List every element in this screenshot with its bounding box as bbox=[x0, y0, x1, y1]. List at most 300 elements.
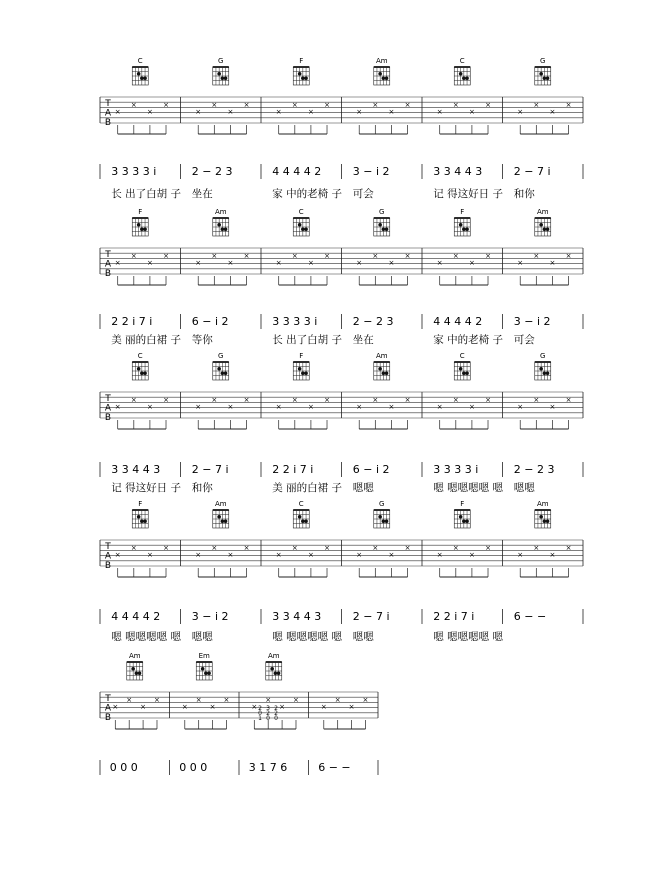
finger-dot bbox=[298, 223, 302, 227]
tab-x-mark: × bbox=[372, 252, 379, 260]
tab-clef-letter: A bbox=[104, 703, 112, 714]
tab-x-mark: × bbox=[130, 101, 137, 109]
finger-dot bbox=[539, 515, 543, 519]
finger-dot bbox=[462, 371, 466, 375]
lyric-text: 嗯 嗯嗯嗯嗯 嗯 bbox=[111, 631, 181, 643]
finger-dot bbox=[539, 72, 543, 76]
measure bbox=[353, 57, 411, 200]
measure bbox=[272, 208, 342, 346]
tab-x-mark: × bbox=[388, 403, 395, 411]
tab-x-mark: × bbox=[565, 252, 572, 260]
tab-x-mark: × bbox=[130, 544, 137, 552]
tab-x-mark: × bbox=[372, 544, 379, 552]
tab-x-mark: × bbox=[533, 396, 540, 404]
finger-dot bbox=[304, 76, 308, 80]
finger-dot bbox=[539, 223, 543, 227]
tab-fret-number: 1 bbox=[258, 715, 262, 722]
jianpu-notes: 3 3 3 3 i bbox=[111, 165, 157, 178]
tab-x-mark: × bbox=[146, 403, 153, 411]
tab-x-mark: × bbox=[565, 101, 572, 109]
tab-x-mark: × bbox=[195, 108, 202, 116]
tab-x-mark: × bbox=[356, 259, 363, 267]
tab-x-mark: × bbox=[126, 696, 133, 704]
lyric-text: 家 中的老椅 子 bbox=[272, 188, 342, 200]
tab-clef-letter: B bbox=[104, 269, 112, 279]
tab-x-mark: × bbox=[436, 108, 443, 116]
finger-dot bbox=[378, 367, 382, 371]
tab-clef-letter: T bbox=[105, 694, 111, 704]
tab-clef-letter: T bbox=[105, 542, 111, 552]
measure bbox=[353, 352, 411, 494]
jianpu-notes: 4 4 4 4 2 bbox=[433, 315, 483, 328]
tab-fret-number: 3 bbox=[266, 705, 270, 712]
measure bbox=[111, 500, 181, 643]
tab-fret-number: 2 bbox=[266, 710, 270, 717]
lyric-text: 嗯嗯 bbox=[191, 631, 213, 643]
finger-dot bbox=[385, 371, 389, 375]
jianpu-notes: 3 − i 2 bbox=[191, 610, 229, 623]
tab-x-mark: × bbox=[320, 703, 327, 711]
tab-x-mark: × bbox=[404, 252, 411, 260]
lyric-text: 记 得这好日 子 bbox=[433, 188, 503, 200]
chord-name: G bbox=[218, 352, 224, 360]
finger-dot bbox=[298, 72, 302, 76]
tab-x-mark: × bbox=[114, 551, 121, 559]
tab-x-mark: × bbox=[243, 252, 250, 260]
lyric-text: 长 出了白胡 子 bbox=[272, 334, 342, 346]
tab-fret-number: 0 bbox=[266, 715, 270, 722]
chord-name: G bbox=[540, 57, 546, 65]
tab-x-mark: × bbox=[223, 696, 230, 704]
tab-x-mark: × bbox=[275, 259, 282, 267]
finger-dot bbox=[465, 227, 469, 231]
finger-dot bbox=[459, 72, 463, 76]
finger-dot bbox=[207, 671, 211, 675]
tab-x-mark: × bbox=[291, 101, 298, 109]
measure bbox=[272, 500, 342, 643]
finger-dot bbox=[382, 519, 386, 523]
finger-dot bbox=[382, 371, 386, 375]
tab-x-mark: × bbox=[436, 551, 443, 559]
finger-dot bbox=[546, 76, 550, 80]
tab-x-mark: × bbox=[485, 252, 491, 260]
finger-dot bbox=[382, 227, 386, 231]
lyric-text: 嗯嗯 bbox=[513, 482, 535, 494]
finger-dot bbox=[143, 76, 147, 80]
jianpu-notes: 3 3 3 3 i bbox=[272, 315, 318, 328]
chord-name: Am bbox=[536, 500, 549, 508]
measure bbox=[433, 352, 503, 494]
finger-dot bbox=[465, 76, 469, 80]
tab-x-mark: × bbox=[533, 544, 540, 552]
finger-dot bbox=[462, 519, 466, 523]
tab-x-mark: × bbox=[243, 544, 250, 552]
lyric-text: 嗯 嗯嗯嗯嗯 嗯 bbox=[433, 482, 503, 494]
tab-x-mark: × bbox=[388, 551, 395, 559]
jianpu-notes: 6 − i 2 bbox=[352, 463, 390, 476]
finger-dot bbox=[462, 227, 466, 231]
tab-fret-number: 0 bbox=[274, 715, 278, 722]
finger-dot bbox=[224, 519, 228, 523]
tab-fret-number: 2 bbox=[274, 705, 278, 712]
measure bbox=[111, 57, 181, 200]
tab-x-mark: × bbox=[114, 403, 121, 411]
tab-x-mark: × bbox=[275, 108, 282, 116]
tab-x-mark: × bbox=[307, 259, 314, 267]
tab-x-mark: × bbox=[372, 101, 379, 109]
tab-x-mark: × bbox=[112, 703, 119, 711]
tab-x-mark: × bbox=[211, 396, 218, 404]
tab-x-mark: × bbox=[114, 108, 121, 116]
chord-name: Am bbox=[536, 208, 549, 216]
tab-x-mark: × bbox=[549, 551, 556, 559]
chord-name: Am bbox=[375, 352, 388, 360]
tab-x-mark: × bbox=[307, 551, 314, 559]
finger-dot bbox=[201, 667, 205, 671]
chord-name: Am bbox=[128, 652, 141, 660]
tab-x-mark: × bbox=[452, 396, 459, 404]
finger-dot bbox=[546, 519, 550, 523]
system-1 bbox=[100, 57, 583, 200]
tab-x-mark: × bbox=[404, 396, 411, 404]
finger-dot bbox=[140, 227, 144, 231]
chord-name: Am bbox=[267, 652, 280, 660]
tab-x-mark: × bbox=[324, 101, 330, 109]
tab-x-mark: × bbox=[404, 101, 411, 109]
jianpu-notes: 3 1 7 6 bbox=[248, 761, 288, 774]
tab-x-mark: × bbox=[154, 696, 160, 704]
tab-x-mark: × bbox=[163, 101, 169, 109]
system-2 bbox=[100, 208, 583, 346]
finger-dot bbox=[459, 515, 463, 519]
tab-fret-number: 2 bbox=[258, 705, 262, 712]
jianpu-notes: 0 0 0 bbox=[109, 761, 138, 774]
finger-dot bbox=[137, 515, 141, 519]
tab-x-mark: × bbox=[275, 551, 282, 559]
finger-dot bbox=[217, 367, 221, 371]
tab-x-mark: × bbox=[356, 551, 363, 559]
finger-dot bbox=[543, 76, 547, 80]
finger-dot bbox=[217, 515, 221, 519]
lyric-text: 家 中的老椅 子 bbox=[433, 334, 503, 346]
tab-x-mark: × bbox=[468, 259, 475, 267]
finger-dot bbox=[143, 227, 147, 231]
tab-clef-letter: A bbox=[104, 108, 112, 119]
jianpu-notes: 2 2 i 7 i bbox=[272, 463, 314, 476]
tab-x-mark: × bbox=[279, 703, 286, 711]
finger-dot bbox=[143, 371, 147, 375]
tab-clef-letter: A bbox=[104, 259, 112, 270]
finger-dot bbox=[143, 519, 147, 523]
measure bbox=[353, 208, 411, 346]
finger-dot bbox=[204, 671, 208, 675]
chord-name: Am bbox=[214, 208, 227, 216]
chord-name: F bbox=[460, 208, 465, 216]
tab-x-mark: × bbox=[227, 108, 234, 116]
tab-x-mark: × bbox=[140, 703, 147, 711]
tab-fret-number: 0 bbox=[258, 710, 262, 717]
tab-x-mark: × bbox=[549, 403, 556, 411]
tab-x-mark: × bbox=[227, 551, 234, 559]
jianpu-notes: 2 − 7 i bbox=[513, 165, 551, 178]
tab-x-mark: × bbox=[265, 696, 272, 704]
tab-x-mark: × bbox=[324, 252, 330, 260]
tab-x-mark: × bbox=[130, 252, 137, 260]
measure bbox=[272, 352, 342, 494]
lyric-text: 长 出了白胡 子 bbox=[111, 188, 181, 200]
tab-x-mark: × bbox=[452, 544, 459, 552]
tab-x-mark: × bbox=[334, 696, 341, 704]
lyric-text: 坐在 bbox=[352, 334, 374, 346]
tab-x-mark: × bbox=[146, 108, 153, 116]
tab-x-mark: × bbox=[146, 259, 153, 267]
finger-dot bbox=[546, 227, 550, 231]
tab-clef-letter: A bbox=[104, 551, 112, 562]
finger-dot bbox=[224, 371, 228, 375]
measure bbox=[192, 208, 250, 346]
tab-x-mark: × bbox=[307, 403, 314, 411]
finger-dot bbox=[378, 223, 382, 227]
lyric-text: 美 丽的白裙 子 bbox=[272, 482, 342, 494]
measure bbox=[433, 208, 503, 346]
tab-x-mark: × bbox=[468, 108, 475, 116]
finger-dot bbox=[217, 223, 221, 227]
tab-clef-letter: B bbox=[104, 118, 112, 128]
finger-dot bbox=[546, 371, 550, 375]
tab-x-mark: × bbox=[517, 551, 524, 559]
finger-dot bbox=[140, 76, 144, 80]
tab-x-mark: × bbox=[275, 403, 282, 411]
measure bbox=[514, 352, 572, 494]
finger-dot bbox=[224, 227, 228, 231]
tab-x-mark: × bbox=[291, 544, 298, 552]
tab-x-mark: × bbox=[195, 403, 202, 411]
finger-dot bbox=[465, 519, 469, 523]
jianpu-notes: 3 3 4 4 3 bbox=[433, 165, 483, 178]
jianpu-notes: 2 − 2 3 bbox=[352, 315, 394, 328]
finger-dot bbox=[304, 519, 308, 523]
jianpu-notes: 6 − − bbox=[513, 610, 547, 623]
finger-dot bbox=[459, 223, 463, 227]
chord-name: F bbox=[460, 500, 465, 508]
jianpu-notes: 6 − − bbox=[318, 761, 351, 774]
tab-x-mark: × bbox=[517, 259, 524, 267]
tab-x-mark: × bbox=[181, 703, 188, 711]
tab-x-mark: × bbox=[356, 403, 363, 411]
finger-dot bbox=[465, 371, 469, 375]
finger-dot bbox=[221, 519, 225, 523]
measure bbox=[192, 57, 250, 200]
finger-dot bbox=[301, 227, 305, 231]
finger-dot bbox=[137, 367, 141, 371]
jianpu-notes: 2 − 7 i bbox=[191, 463, 229, 476]
tab-clef-letter: T bbox=[105, 99, 111, 109]
finger-dot bbox=[137, 72, 141, 76]
tab-x-mark: × bbox=[195, 551, 202, 559]
finger-dot bbox=[270, 667, 274, 671]
chord-name: C bbox=[298, 208, 304, 216]
tab-x-mark: × bbox=[251, 703, 258, 711]
tab-x-mark: × bbox=[452, 101, 459, 109]
finger-dot bbox=[138, 671, 142, 675]
lyric-text: 可会 bbox=[352, 188, 374, 200]
tab-x-mark: × bbox=[243, 101, 250, 109]
tab-x-mark: × bbox=[227, 403, 234, 411]
tab-x-mark: × bbox=[163, 396, 169, 404]
tab-x-mark: × bbox=[565, 544, 572, 552]
tab-x-mark: × bbox=[324, 544, 330, 552]
tab-x-mark: × bbox=[517, 403, 524, 411]
finger-dot bbox=[543, 519, 547, 523]
measure bbox=[514, 500, 572, 623]
chord-name: C bbox=[137, 57, 143, 65]
chord-name: Am bbox=[214, 500, 227, 508]
jianpu-notes: 2 − 2 3 bbox=[513, 463, 555, 476]
finger-dot bbox=[135, 671, 139, 675]
jianpu-notes: 0 0 0 bbox=[179, 761, 208, 774]
chord-name: F bbox=[138, 500, 143, 508]
tab-x-mark: × bbox=[549, 259, 556, 267]
finger-dot bbox=[221, 371, 225, 375]
finger-dot bbox=[277, 671, 281, 675]
tab-x-mark: × bbox=[163, 252, 169, 260]
tab-x-mark: × bbox=[291, 396, 298, 404]
system-3 bbox=[100, 352, 583, 494]
tab-x-mark: × bbox=[404, 544, 411, 552]
finger-dot bbox=[304, 371, 308, 375]
finger-dot bbox=[539, 367, 543, 371]
lyric-text: 坐在 bbox=[191, 188, 213, 200]
chord-name: G bbox=[540, 352, 546, 360]
measure bbox=[192, 500, 250, 643]
finger-dot bbox=[301, 76, 305, 80]
tab-x-mark: × bbox=[307, 108, 314, 116]
finger-dot bbox=[462, 76, 466, 80]
tab-x-mark: × bbox=[485, 396, 491, 404]
lyric-text: 嗯嗯 bbox=[352, 482, 374, 494]
jianpu-notes: 3 − i 2 bbox=[513, 315, 551, 328]
measure bbox=[111, 352, 181, 494]
jianpu-notes: 2 − 2 3 bbox=[191, 165, 233, 178]
lyric-text: 等你 bbox=[191, 334, 213, 346]
lyric-text: 和你 bbox=[513, 188, 535, 200]
tab-x-mark: × bbox=[114, 259, 121, 267]
finger-dot bbox=[298, 515, 302, 519]
finger-dot bbox=[385, 227, 389, 231]
measure bbox=[514, 208, 572, 346]
tab-x-mark: × bbox=[388, 108, 395, 116]
finger-dot bbox=[385, 76, 389, 80]
chord-name: C bbox=[298, 500, 304, 508]
tab-x-mark: × bbox=[533, 101, 540, 109]
tab-x-mark: × bbox=[372, 396, 379, 404]
tab-x-mark: × bbox=[468, 551, 475, 559]
lyric-text: 和你 bbox=[191, 482, 213, 494]
tab-clef-letter: B bbox=[104, 561, 112, 571]
measure bbox=[433, 500, 503, 643]
finger-dot bbox=[298, 367, 302, 371]
tab-clef-letter: T bbox=[105, 250, 111, 260]
tab-x-mark: × bbox=[517, 108, 524, 116]
tab-x-mark: × bbox=[291, 252, 298, 260]
tab-x-mark: × bbox=[130, 396, 137, 404]
tab-x-mark: × bbox=[211, 101, 218, 109]
system-4 bbox=[100, 500, 583, 643]
tab-x-mark: × bbox=[533, 252, 540, 260]
chord-name: G bbox=[379, 500, 385, 508]
jianpu-notes: 3 3 4 4 3 bbox=[272, 610, 322, 623]
finger-dot bbox=[378, 72, 382, 76]
chord-name: C bbox=[459, 352, 465, 360]
tab-x-mark: × bbox=[388, 259, 395, 267]
tab-clef-letter: T bbox=[105, 394, 111, 404]
tab-x-mark: × bbox=[362, 696, 369, 704]
measure bbox=[433, 57, 503, 200]
tab-x-mark: × bbox=[485, 101, 491, 109]
finger-dot bbox=[224, 76, 228, 80]
tab-x-mark: × bbox=[146, 551, 153, 559]
tab-x-mark: × bbox=[211, 252, 218, 260]
jianpu-notes: 3 3 3 3 i bbox=[433, 463, 479, 476]
system-5 bbox=[100, 652, 378, 775]
tab-x-mark: × bbox=[348, 703, 355, 711]
tab-x-mark: × bbox=[468, 403, 475, 411]
jianpu-notes: 2 − 7 i bbox=[352, 610, 390, 623]
lyric-text: 嗯嗯 bbox=[352, 631, 374, 643]
finger-dot bbox=[140, 519, 144, 523]
finger-dot bbox=[378, 515, 382, 519]
tab-x-mark: × bbox=[452, 252, 459, 260]
tab-x-mark: × bbox=[565, 396, 572, 404]
finger-dot bbox=[221, 227, 225, 231]
finger-dot bbox=[459, 367, 463, 371]
tab-x-mark: × bbox=[436, 403, 443, 411]
tab-x-mark: × bbox=[549, 108, 556, 116]
chord-name: F bbox=[138, 208, 143, 216]
finger-dot bbox=[382, 76, 386, 80]
measure bbox=[272, 57, 342, 200]
tab-x-mark: × bbox=[485, 544, 491, 552]
measure bbox=[192, 352, 250, 494]
tab-clef-letter: B bbox=[104, 713, 112, 723]
finger-dot bbox=[221, 76, 225, 80]
tab-clef-letter: A bbox=[104, 403, 112, 414]
finger-dot bbox=[131, 667, 135, 671]
lyric-text: 记 得这好日 子 bbox=[111, 482, 181, 494]
tab-fret-number: 2 bbox=[274, 710, 278, 717]
jianpu-notes: 3 3 4 4 3 bbox=[111, 463, 161, 476]
chord-name: Em bbox=[198, 652, 210, 660]
chord-name: C bbox=[137, 352, 143, 360]
finger-dot bbox=[543, 227, 547, 231]
jianpu-notes: 2 2 i 7 i bbox=[111, 315, 153, 328]
lyric-text: 嗯 嗯嗯嗯嗯 嗯 bbox=[272, 631, 342, 643]
tab-x-mark: × bbox=[243, 396, 250, 404]
chord-name: F bbox=[299, 57, 304, 65]
lyric-text: 嗯 嗯嗯嗯嗯 嗯 bbox=[433, 631, 503, 643]
finger-dot bbox=[304, 227, 308, 231]
tab-clef-letter: B bbox=[104, 413, 112, 423]
measure bbox=[353, 500, 411, 643]
lyric-text: 美 丽的白裙 子 bbox=[111, 334, 181, 346]
jianpu-notes: 4 4 4 4 2 bbox=[272, 165, 322, 178]
finger-dot bbox=[543, 371, 547, 375]
tab-x-mark: × bbox=[324, 396, 330, 404]
tab-x-mark: × bbox=[227, 259, 234, 267]
tab-x-mark: × bbox=[293, 696, 299, 704]
chord-name: G bbox=[218, 57, 224, 65]
tab-x-mark: × bbox=[356, 108, 363, 116]
